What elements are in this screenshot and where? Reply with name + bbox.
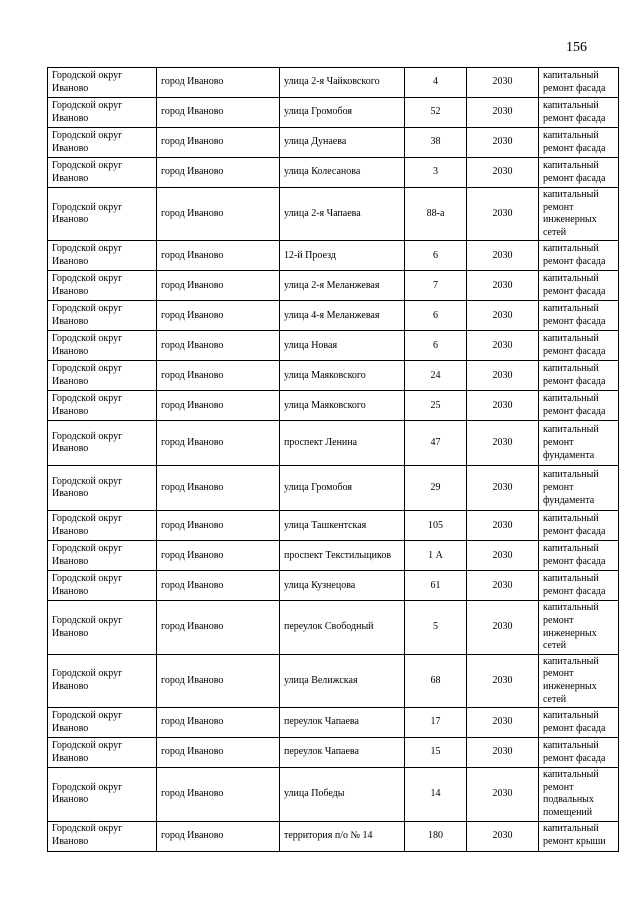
street-cell: улица 4-я Меланжевая [280, 301, 405, 331]
city-cell: город Иваново [157, 768, 280, 821]
work-type-cell: капитальный ремонт фасада [539, 68, 619, 98]
house-number-cell: 17 [405, 708, 467, 738]
house-number-cell: 6 [405, 241, 467, 271]
street-cell: улица Победы [280, 768, 405, 821]
street-cell: улица 2-я Чапаева [280, 188, 405, 241]
street-cell: улица Громобоя [280, 98, 405, 128]
year-cell: 2030 [467, 821, 539, 851]
house-number-cell: 88-а [405, 188, 467, 241]
year-cell: 2030 [467, 68, 539, 98]
city-cell: город Иваново [157, 271, 280, 301]
work-type-cell: капитальный ремонт фасада [539, 708, 619, 738]
work-type-cell: капитальный ремонт фасада [539, 541, 619, 571]
city-cell: город Иваново [157, 98, 280, 128]
city-cell: город Иваново [157, 188, 280, 241]
work-type-cell: капитальный ремонт фасада [539, 511, 619, 541]
work-type-cell: капитальный ремонт фасада [539, 271, 619, 301]
year-cell: 2030 [467, 128, 539, 158]
district-cell: Городской округ Иваново [48, 331, 157, 361]
city-cell: город Иваново [157, 421, 280, 466]
work-type-cell: капитальный ремонт фасада [539, 391, 619, 421]
house-number-cell: 24 [405, 361, 467, 391]
city-cell: город Иваново [157, 511, 280, 541]
street-cell: улица 2-я Чайковского [280, 68, 405, 98]
house-number-cell: 1 А [405, 541, 467, 571]
table-row [48, 271, 619, 301]
house-number-cell: 7 [405, 271, 467, 301]
table-row [48, 601, 619, 654]
work-type-cell: капитальный ремонт фасада [539, 241, 619, 271]
street-cell: 12-й Проезд [280, 241, 405, 271]
district-cell: Городской округ Иваново [48, 821, 157, 851]
street-cell: улица Маяковского [280, 391, 405, 421]
city-cell: город Иваново [157, 738, 280, 768]
year-cell: 2030 [467, 768, 539, 821]
house-number-cell: 3 [405, 158, 467, 188]
street-cell: улица 2-я Меланжевая [280, 271, 405, 301]
district-cell: Городской округ Иваново [48, 158, 157, 188]
district-cell: Городской округ Иваново [48, 571, 157, 601]
house-number-cell: 47 [405, 421, 467, 466]
street-cell: территория п/о № 14 [280, 821, 405, 851]
city-cell: город Иваново [157, 654, 280, 707]
house-number-cell: 38 [405, 128, 467, 158]
street-cell: улица Громобоя [280, 466, 405, 511]
district-cell: Городской округ Иваново [48, 391, 157, 421]
year-cell: 2030 [467, 241, 539, 271]
table-row [48, 708, 619, 738]
street-cell: улица Колесанова [280, 158, 405, 188]
year-cell: 2030 [467, 511, 539, 541]
year-cell: 2030 [467, 361, 539, 391]
street-cell: проспект Ленина [280, 421, 405, 466]
table-row [48, 128, 619, 158]
city-cell: город Иваново [157, 821, 280, 851]
street-cell: улица Дунаева [280, 128, 405, 158]
district-cell: Городской округ Иваново [48, 98, 157, 128]
year-cell: 2030 [467, 158, 539, 188]
district-cell: Городской округ Иваново [48, 271, 157, 301]
year-cell: 2030 [467, 271, 539, 301]
district-cell: Городской округ Иваново [48, 654, 157, 707]
city-cell: город Иваново [157, 128, 280, 158]
city-cell: город Иваново [157, 391, 280, 421]
table-row [48, 821, 619, 851]
work-type-cell: капитальный ремонт инженерных сетей [539, 601, 619, 654]
house-number-cell: 25 [405, 391, 467, 421]
table-row [48, 738, 619, 768]
street-cell: переулок Чапаева [280, 708, 405, 738]
table-row [48, 361, 619, 391]
district-cell: Городской округ Иваново [48, 68, 157, 98]
table-row [48, 241, 619, 271]
year-cell: 2030 [467, 331, 539, 361]
house-number-cell: 5 [405, 601, 467, 654]
city-cell: город Иваново [157, 301, 280, 331]
city-cell: город Иваново [157, 68, 280, 98]
year-cell: 2030 [467, 571, 539, 601]
table-row [48, 188, 619, 241]
street-cell: переулок Свободный [280, 601, 405, 654]
year-cell: 2030 [467, 421, 539, 466]
street-cell: улица Велижская [280, 654, 405, 707]
year-cell: 2030 [467, 654, 539, 707]
house-number-cell: 6 [405, 331, 467, 361]
house-number-cell: 15 [405, 738, 467, 768]
work-type-cell: капитальный ремонт фундамента [539, 421, 619, 466]
year-cell: 2030 [467, 188, 539, 241]
city-cell: город Иваново [157, 466, 280, 511]
street-cell: проспект Текстильщиков [280, 541, 405, 571]
work-type-cell: капитальный ремонт фасада [539, 361, 619, 391]
street-cell: улица Маяковского [280, 361, 405, 391]
table-row [48, 421, 619, 466]
repair-schedule-table [47, 67, 619, 852]
district-cell: Городской округ Иваново [48, 361, 157, 391]
work-type-cell: капитальный ремонт фасада [539, 301, 619, 331]
street-cell: переулок Чапаева [280, 738, 405, 768]
house-number-cell: 68 [405, 654, 467, 707]
district-cell: Городской округ Иваново [48, 768, 157, 821]
house-number-cell: 4 [405, 68, 467, 98]
table-row [48, 511, 619, 541]
district-cell: Городской округ Иваново [48, 128, 157, 158]
table-row [48, 331, 619, 361]
street-cell: улица Ташкентская [280, 511, 405, 541]
district-cell: Городской округ Иваново [48, 738, 157, 768]
year-cell: 2030 [467, 466, 539, 511]
table-row [48, 654, 619, 707]
work-type-cell: капитальный ремонт крыши [539, 821, 619, 851]
house-number-cell: 61 [405, 571, 467, 601]
district-cell: Городской округ Иваново [48, 511, 157, 541]
table-row [48, 571, 619, 601]
street-cell: улица Новая [280, 331, 405, 361]
year-cell: 2030 [467, 541, 539, 571]
house-number-cell: 52 [405, 98, 467, 128]
table-row [48, 541, 619, 571]
year-cell: 2030 [467, 738, 539, 768]
work-type-cell: капитальный ремонт фасада [539, 571, 619, 601]
table-row [48, 158, 619, 188]
table-row [48, 68, 619, 98]
work-type-cell: капитальный ремонт фасада [539, 98, 619, 128]
work-type-cell: капитальный ремонт фасада [539, 158, 619, 188]
city-cell: город Иваново [157, 361, 280, 391]
house-number-cell: 29 [405, 466, 467, 511]
work-type-cell: капитальный ремонт инженерных сетей [539, 188, 619, 241]
city-cell: город Иваново [157, 601, 280, 654]
city-cell: город Иваново [157, 331, 280, 361]
district-cell: Городской округ Иваново [48, 421, 157, 466]
work-type-cell: капитальный ремонт фасада [539, 738, 619, 768]
house-number-cell: 6 [405, 301, 467, 331]
table-row [48, 301, 619, 331]
year-cell: 2030 [467, 98, 539, 128]
year-cell: 2030 [467, 708, 539, 738]
table-row [48, 768, 619, 821]
year-cell: 2030 [467, 391, 539, 421]
city-cell: город Иваново [157, 541, 280, 571]
work-type-cell: капитальный ремонт фасада [539, 128, 619, 158]
district-cell: Городской округ Иваново [48, 541, 157, 571]
table-row [48, 391, 619, 421]
work-type-cell: капитальный ремонт фундамента [539, 466, 619, 511]
city-cell: город Иваново [157, 158, 280, 188]
work-type-cell: капитальный ремонт инженерных сетей [539, 654, 619, 707]
page-number: 156 [566, 40, 587, 55]
table-body [48, 68, 619, 852]
work-type-cell: капитальный ремонт подвальных помещений [539, 768, 619, 821]
house-number-cell: 180 [405, 821, 467, 851]
district-cell: Городской округ Иваново [48, 301, 157, 331]
city-cell: город Иваново [157, 241, 280, 271]
district-cell: Городской округ Иваново [48, 466, 157, 511]
table-row [48, 466, 619, 511]
district-cell: Городской округ Иваново [48, 708, 157, 738]
city-cell: город Иваново [157, 708, 280, 738]
district-cell: Городской округ Иваново [48, 601, 157, 654]
district-cell: Городской округ Иваново [48, 188, 157, 241]
house-number-cell: 14 [405, 768, 467, 821]
work-type-cell: капитальный ремонт фасада [539, 331, 619, 361]
year-cell: 2030 [467, 601, 539, 654]
street-cell: улица Кузнецова [280, 571, 405, 601]
house-number-cell: 105 [405, 511, 467, 541]
year-cell: 2030 [467, 301, 539, 331]
table-row [48, 98, 619, 128]
district-cell: Городской округ Иваново [48, 241, 157, 271]
city-cell: город Иваново [157, 571, 280, 601]
